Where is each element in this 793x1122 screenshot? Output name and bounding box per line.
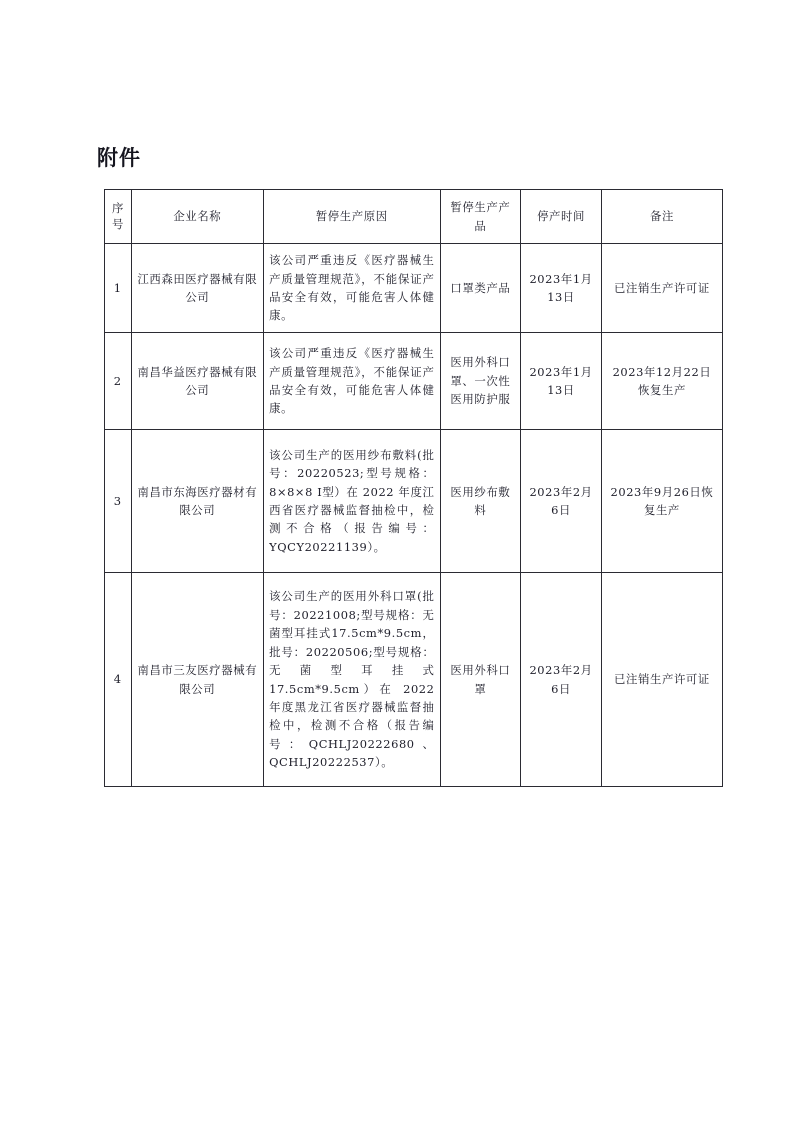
column-header-seq: 序号 <box>105 190 132 244</box>
cell-remark: 2023年12月22日恢复生产 <box>601 333 722 430</box>
cell-seq: 2 <box>105 333 132 430</box>
column-header-company: 企业名称 <box>131 190 264 244</box>
column-header-reason: 暂停生产原因 <box>264 190 440 244</box>
table-row <box>105 244 723 333</box>
cell-stop-date: 2023年2月6日 <box>521 573 602 787</box>
cell-company: 南昌华益医疗器械有限公司 <box>131 333 264 430</box>
cell-company: 南昌市三友医疗器械有限公司 <box>131 573 264 787</box>
cell-stop-date: 2023年1月13日 <box>521 333 602 430</box>
cell-company: 南昌市东海医疗器材有限公司 <box>131 430 264 573</box>
table-row <box>105 430 723 573</box>
cell-seq: 3 <box>105 430 132 573</box>
cell-remark: 已注销生产许可证 <box>601 244 722 333</box>
cell-product: 医用外科口罩 <box>440 573 521 787</box>
cell-seq: 4 <box>105 573 132 787</box>
cell-seq: 1 <box>105 244 132 333</box>
cell-product: 口罩类产品 <box>440 244 521 333</box>
cell-product: 医用纱布敷料 <box>440 430 521 573</box>
table-row <box>105 333 723 430</box>
column-header-product: 暂停生产产品 <box>440 190 521 244</box>
cell-reason: 该公司生产的医用外科口罩(批号：20221008;型号规格：无菌型耳挂式17.5cm*9.5cm，批号：20220506;型号规格：无菌型耳挂式17.5cm*9.5cm）在 2022 年度黑龙江省医疗器械监督抽检中，检测不合格（报告编号：QCHLJ20222680、QCHLJ20222537）。 <box>264 573 440 787</box>
cell-stop-date: 2023年1月13日 <box>521 244 602 333</box>
suspended-production-table <box>104 189 723 787</box>
table-header-row <box>105 190 723 244</box>
cell-remark: 2023年9月26日恢复生产 <box>601 430 722 573</box>
column-header-remark: 备注 <box>601 190 722 244</box>
cell-company: 江西森田医疗器械有限公司 <box>131 244 264 333</box>
column-header-stop-date: 停产时间 <box>521 190 602 244</box>
page-title: 附件 <box>97 146 141 170</box>
cell-reason: 该公司严重违反《医疗器械生产质量管理规范》，不能保证产品安全有效，可能危害人体健康。 <box>264 244 440 333</box>
cell-reason: 该公司生产的医用纱布敷料(批号：20220523;型号规格：8×8×8 Ⅰ型）在 2022 年度江西省医疗器械监督抽检中，检测不合格（报告编号：YQCY20221139）。 <box>264 430 440 573</box>
cell-reason: 该公司严重违反《医疗器械生产质量管理规范》，不能保证产品安全有效，可能危害人体健康。 <box>264 333 440 430</box>
cell-remark: 已注销生产许可证 <box>601 573 722 787</box>
cell-stop-date: 2023年2月6日 <box>521 430 602 573</box>
table-row <box>105 573 723 787</box>
cell-product: 医用外科口罩、一次性医用防护服 <box>440 333 521 430</box>
